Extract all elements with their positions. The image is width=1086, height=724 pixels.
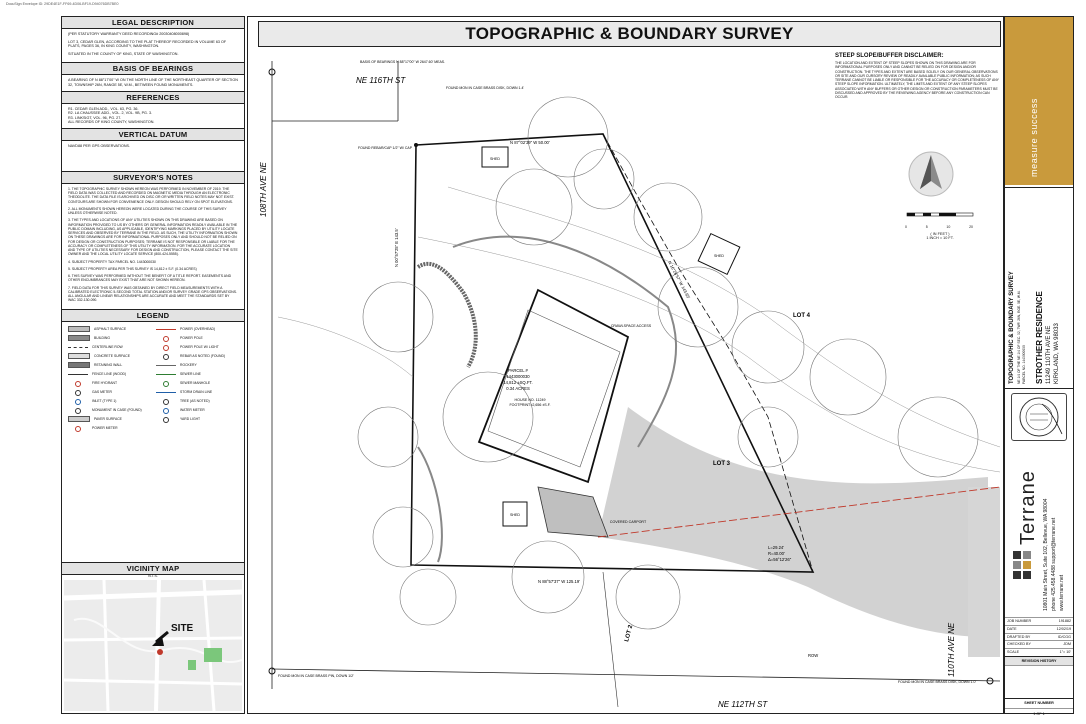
- lot-4-label: LOT 4: [793, 313, 811, 319]
- walk-south: [418, 447, 442, 562]
- site-plan: [248, 17, 1003, 713]
- lot-2-label: LOT 2: [624, 624, 635, 643]
- found-monument-se: FOUND MON IN CASE BRASS DISK, DOWN 1.0': [898, 680, 977, 684]
- checked-by-value: JDM: [1063, 642, 1071, 647]
- rebar-icon: [414, 143, 418, 147]
- company-block: [1005, 441, 1073, 617]
- legend-swatch-icon: [156, 329, 176, 330]
- street-north: NE 116TH ST: [356, 76, 406, 85]
- address-line-2: KIRKLAND, WA 98033: [1054, 323, 1060, 384]
- disclaimer-title: STEEP SLOPE/BUFFER DISCLAIMER:: [835, 53, 944, 59]
- curve-delta: Δ=56°12'26": [768, 557, 792, 562]
- legend-item: [156, 344, 238, 351]
- legend-label: FENCE LINE (WOOD): [92, 372, 127, 377]
- tree: [738, 407, 798, 467]
- curve-radius: R=40.00': [768, 551, 785, 556]
- contour: [278, 317, 413, 377]
- company-name: Terrane: [1017, 470, 1039, 545]
- envelope-id: DocuSign Envelope ID: 29DE4E1F-FF69-4D06-BF19-D94076DB7BE0: [6, 2, 119, 6]
- tree: [634, 183, 702, 251]
- parcel-area: 14,812 ±SQ.FT.: [503, 380, 533, 385]
- legend-title: LEGEND: [62, 309, 244, 322]
- lot-line-south: [603, 572, 618, 707]
- parcel-number: 1443000030: [506, 374, 530, 379]
- east-bearing: N 16°26'57" W 143.65': [667, 260, 692, 300]
- asphalt-road: [968, 487, 1000, 657]
- tree: [810, 339, 886, 415]
- legend-swatch-icon: [68, 326, 90, 332]
- lot-3-label: LOT 3: [713, 461, 731, 467]
- street-west: 108TH AVE NE: [259, 162, 268, 217]
- drafted-by-value: ID/CGG: [1057, 634, 1071, 639]
- scale-tick: 20: [969, 225, 973, 229]
- found-rebar: FOUND REBAR/CAP 1/2" W/ CAP: [358, 146, 413, 150]
- legend-swatch-icon: [68, 347, 88, 348]
- found-monument-sw: FOUND MON IN CASE BRASS PIN, DOWN 1/2': [278, 674, 354, 678]
- legend-label: ASPHALT SURFACE: [94, 327, 127, 332]
- disclaimer-body: THE LOCATION AND EXTENT OF STEEP SLOPES SHOWN ON THIS DRAWING ARE FOR INFORMATIONAL PURPOSES ONLY AND CANNOT BE RELIED ON FOR DESIGN AND/OR CONSTRUCTION. THE TYPES AND EXTENT ARE BASED SOLELY ON OUR GENERAL OBSERVATIONS OR SITE AND OUR CURSORY REVIEW OF READILY AVAILABLE PUBLIC INFORMATION; AS SUCH TERRANE CANNOT BE LIABLE OR RESPONSIBLE FOR THE ACCURACY OR COMPLETENESS OF ANY STEEP SLOPE INFORMATION. ULTIMATELY, THE LIMITS AND EXTENT OF ANY STEEP SLOPES ASSOCIATED WITH ANY BUFFERS OR OTHER DESIGN OR CONSTRUCTION PARAMETERS MUST BE DISCUSSED AND APPROVED BY THE REVIEWING AGENCY BEFORE ANY CONSTRUCTION CAN OCCUR.: [835, 61, 999, 100]
- tree: [512, 541, 584, 613]
- house-footprint-label: FOOTPRINT=2,656 ±S.F.: [509, 403, 551, 407]
- legal-line: LOT 3, CEDAR GLEN, ACCORDING TO THE PLAT THEREOF RECORDED IN VOLUME 63 OF PLATS, PAGES 36, IN KING COUNTY, WASHINGTON.: [68, 39, 227, 49]
- left-panel: [61, 16, 245, 714]
- asphalt-driveway: [598, 407, 988, 637]
- reference-item: ALL RECORDS OF KING COUNTY, WASHINGTON.: [68, 120, 155, 125]
- legend-label: POWER POLE W/ LIGHT: [180, 345, 219, 350]
- note-item: 4. SUBJECT PROPERTY TAX PARCEL NO. 1443000030: [68, 259, 156, 264]
- tree: [358, 407, 418, 467]
- reference-item: R1. CEDAR GLEN ADD., VOL. 63, PG. 36.: [68, 106, 139, 111]
- job-number-value: 191882: [1058, 619, 1071, 623]
- legend-label: POWER METER: [92, 426, 118, 431]
- legend-item: [68, 407, 150, 414]
- house-footprint: [479, 290, 628, 482]
- legal-line: SITUATED IN THE COUNTY OF KING, STATE OF WASHINGTON.: [68, 51, 179, 56]
- vicinity-map: [64, 580, 242, 711]
- legend-label: INLET (TYPE 1): [92, 399, 117, 404]
- sheet-number-title: SHEET NUMBER: [1005, 698, 1073, 708]
- legend-swatch-icon: [68, 408, 88, 412]
- legend-item: [68, 389, 150, 396]
- legal-description: [62, 29, 244, 62]
- legend-label: SEWER LINE: [180, 372, 201, 377]
- shed-label: SHED: [510, 513, 520, 517]
- legend-item: [156, 371, 238, 378]
- legend-swatch-icon: [156, 399, 176, 403]
- project-subtitle-1: NE 1/4 OF THE NE 1/4 OF SEC. 32, TWP. 26N, RGE. 5E, W.M.: [1017, 290, 1021, 384]
- legend-swatch-icon: [68, 353, 90, 359]
- legend-label: FIRE HYDRANT: [92, 381, 118, 386]
- reference-item: R3. LINKSIGT, VOL. 96, PG. 27.: [68, 115, 122, 120]
- company-website: www.terrane.net: [1059, 574, 1065, 611]
- basis-of-bearings: A BEARING OF N 88°17'00" W ON THE NORTH LINE OF THE NORTHEAST QUARTER OF SECTION 32, TOWNSHIP 26N, RANGE 5E, W.M., BETWEEN FOUND MONUMENTS.: [68, 78, 238, 87]
- legend-item: [68, 353, 150, 360]
- legend-item: [156, 335, 238, 342]
- legend-swatch-icon: [156, 336, 176, 340]
- legend-item: [68, 335, 150, 342]
- crawlspace-label: CRAWLSPACE ACCESS: [610, 324, 652, 328]
- legend-item: [68, 425, 150, 432]
- found-monument-north: FOUND MON IN CASE BRASS DISK, DOWN 1.4': [446, 86, 525, 90]
- legend-item: [156, 380, 238, 387]
- scale-tick: 5: [925, 225, 928, 229]
- tagline: measure success: [1029, 97, 1039, 177]
- tree: [373, 507, 433, 567]
- company-phone: phone 425.458.4488 support@terrane.net: [1051, 517, 1057, 611]
- surveyor-stamp-icon: [1011, 393, 1067, 441]
- legend-label: STORM DRAIN LINE: [180, 390, 213, 395]
- note-item: 5. SUBJECT PROPERTY AREA PER THIS SURVEY IS 14,812 ± S.F. (0.34 ACRES): [68, 266, 197, 271]
- note-item: 1. THE TOPOGRAPHIC SURVEY SHOWN HEREON WAS PERFORMED IN NOVEMBER OF 2019. THE FIELD DATA WAS COLLECTED AND RECORDED ON MAGNETIC MEDIA THROUGH AN ELECTRONIC THEODOLITE. THE DATA FILE IS ARCHIVED ON DISC OR OR WRITTEN FIELD NOTES MAY NOT EXIST. CONTOURS ARE SHOWN FOR CONVENIENCE ONLY. DESIGN SHOULD RELY ON SPOT ELEVATIONS.: [68, 186, 235, 204]
- scale-tick: 0: [905, 225, 907, 229]
- covered-carport: [538, 487, 608, 537]
- curve-length: L=29.24': [768, 545, 785, 550]
- street-east: 110TH AVE NE: [947, 622, 956, 677]
- vertical-datum: NAVD88 PER GPS OBSERVATIONS.: [68, 143, 131, 148]
- legend-label: MONUMENT IN CASE (FOUND): [92, 408, 142, 413]
- scale-units: ( IN FEET ): [930, 232, 950, 236]
- shed-label: SHED: [490, 157, 500, 161]
- legend-item: [156, 326, 238, 333]
- legend-swatch-icon: [68, 362, 90, 368]
- west-bearing: N 00°57'25" E 143.5': [394, 228, 399, 267]
- company-address: 10801 Main Street, Suite 102, Bellevue, WA 98004: [1043, 498, 1049, 611]
- street-south: NE 112TH ST: [718, 700, 768, 709]
- drawing-title: TOPOGRAPHIC & BOUNDARY SURVEY: [258, 21, 1001, 47]
- vicinity-map-subtitle: N.T.S.: [148, 574, 158, 578]
- legend-item: [68, 371, 150, 378]
- legend-label: BUILDING: [94, 336, 111, 341]
- tree: [363, 282, 433, 352]
- legend-swatch-icon: [68, 381, 88, 385]
- legend-label: CENTERLINE ROW: [92, 345, 123, 350]
- tree: [898, 397, 978, 477]
- tree: [400, 569, 456, 625]
- job-number-label: JOB NUMBER: [1007, 619, 1032, 623]
- legend-label: REBAR AS NOTED (FOUND): [180, 354, 226, 359]
- legend-item: [156, 407, 238, 414]
- terrane-logo-icon: [1013, 551, 1031, 611]
- project-box: [1005, 187, 1073, 389]
- legend-label: CONCRETE SURFACE: [94, 354, 130, 359]
- tree: [496, 169, 572, 245]
- parcel-acres: 0.34 ACRES: [506, 386, 530, 391]
- vicinity-map-title: VICINITY MAP: [62, 562, 244, 575]
- scale-label: SCALE: [1007, 650, 1020, 655]
- house-number: HOUSE NO. 11249: [514, 398, 546, 402]
- legal-description-title: LEGAL DESCRIPTION: [62, 17, 244, 29]
- note-item: 2. ALL MONUMENTS SHOWN HEREON WERE LOCATED DURING THE COURSE OF THIS SURVEY UNLESS OTHERWISE NOTED.: [68, 206, 227, 216]
- vicinity-site-label: SITE: [171, 623, 194, 634]
- legend-swatch-icon: [156, 417, 176, 421]
- legend-item: [68, 362, 150, 369]
- legend-item: [68, 416, 150, 423]
- date-label: DATE: [1007, 626, 1017, 631]
- legend-item: [156, 389, 238, 396]
- note-item: 7. FIELD DATA FOR THIS SURVEY WAS OBTAINED BY DIRECT FIELD MEASUREMENTS WITH A CALIBRATED ELECTRONIC 5-SECOND TOTAL STATION AND/OR SURVEY GRADE GPS OBSERVATIONS. ALL ANGULAR AND LINEAR RELATIONSHIPS ARE ACCURATE AND MEET THE STANDARDS SET BY WAC 332-130-090.: [68, 285, 237, 303]
- legend-swatch-icon: [156, 365, 176, 366]
- legend-item: [68, 398, 150, 405]
- legend-swatch-icon: [68, 426, 88, 430]
- legend-swatch-icon: [68, 399, 88, 403]
- project-title: TOPOGRAPHIC & BOUNDARY SURVEY: [1009, 271, 1015, 384]
- legend-label: WATER METER: [180, 408, 205, 413]
- job-info-table: [1005, 617, 1073, 719]
- south-row-line: [272, 669, 1000, 681]
- legend-swatch-icon: [156, 345, 176, 349]
- legend-swatch-icon: [68, 374, 88, 375]
- shed-label: SHED: [714, 254, 724, 258]
- surveyors-notes: [62, 184, 244, 309]
- legend-label: ROCKERY: [180, 363, 197, 368]
- legend-item: [156, 398, 238, 405]
- legend-label: YARD LIGHT: [180, 417, 201, 422]
- drafted-by-label: DRAFTED BY: [1007, 634, 1031, 639]
- legend-label: POWER (OVERHEAD): [180, 327, 216, 332]
- project-subtitle-2: PARCEL NO. 1443000030: [1022, 345, 1026, 384]
- legend-label: POWER POLE: [180, 336, 203, 341]
- surveyors-notes-title: SURVEYOR'S NOTES: [62, 171, 244, 184]
- checked-by-label: CHECKED BY: [1007, 642, 1031, 647]
- sheet-number-value: 1 OF 1: [1005, 708, 1073, 719]
- legend-label: TREE (AS NOTED): [180, 399, 210, 404]
- revision-history: [1005, 665, 1073, 698]
- date-value: 12/02/19: [1056, 626, 1071, 631]
- legend-item: [68, 326, 150, 333]
- legend-swatch-icon: [68, 335, 90, 341]
- north-bearing: N 87°02'39" W 50.00': [510, 140, 550, 145]
- revision-history-title: REVISION HISTORY: [1005, 656, 1073, 665]
- legend-swatch-icon: [156, 392, 176, 393]
- vertical-datum-title: VERTICAL DATUM: [62, 128, 244, 141]
- scale-value: 1"= 10': [1059, 650, 1071, 655]
- carport-label: COVERED CARPORT: [609, 520, 647, 524]
- legend-swatch-icon: [156, 381, 176, 385]
- references: [62, 104, 244, 128]
- references-title: REFERENCES: [62, 91, 244, 104]
- legend-swatch-icon: [68, 390, 88, 394]
- tree: [658, 267, 738, 347]
- tree: [732, 311, 804, 383]
- legend-item: [68, 344, 150, 351]
- tree: [616, 565, 680, 629]
- legend-item: [156, 416, 238, 423]
- legend-item: [156, 362, 238, 369]
- note-item: 6. THIS SURVEY WAS PERFORMED WITHOUT THE BENEFIT OF A TITLE REPORT. EASEMENTS AND OTHER ENCUMBRANCES MAY EXIST THAT ARE NOT SHOWN HEREON.: [68, 274, 232, 283]
- legend-label: GAS METER: [92, 390, 112, 395]
- legend-label: RETAINING WALL: [94, 363, 123, 368]
- legend-swatch-icon: [156, 354, 176, 358]
- note-item: 3. THE TYPES AND LOCATIONS OF ANY UTILITIES SHOWN ON THIS DRAWING ARE BASED ON INFORMATION PROVIDED TO US BY OTHERS OR GENERAL INFORMATION READILY AVAILABLE IN THE PUBLIC DOMAIN INCLUDING, AS APPLICABLE, IDENTIFYING MARKINGS PLACED BY UTILITY LOCATE SERVICES AND OBSERVED BY TERRANE IN THE FIELD. AS SUCH, THE UTILITY INFORMATION SHOWN ON THESE DRAWINGS ARE FOR INFORMATIONAL PURPOSES ONLY AND SHOULD NOT BE RELIED ON FOR DESIGN OR CONSTRUCTION PURPOSES; TERRANE IS NOT RESPONSIBLE OR LIABLE FOR THE ACCURACY OR COMPLETENESS OF THIS UTILITY INFORMATION. FOR THE ACCURATE LOCATION AND TYPE OF UTILITIES NECESSARY FOR DESIGN AND CONSTRUCTION, PLEASE CONTACT THE SITE OWNER AND THE LOCAL UTILITY LOCATE SERVICE (800-424-5555).: [68, 218, 238, 257]
- legend-label: SEWER MANHOLE: [180, 381, 211, 386]
- parcel-number-label: PARCEL #: [508, 368, 528, 373]
- legend-swatch-icon: [156, 374, 176, 375]
- legend-swatch-icon: [68, 416, 90, 422]
- south-bearing: N 88°57'37" W 125.19': [538, 579, 581, 584]
- title-block: [1004, 16, 1074, 714]
- row-label: ROW: [808, 653, 819, 658]
- scale-tick: 10: [946, 225, 951, 229]
- drawing-area: [247, 16, 1004, 714]
- address-line-1: 11249 110TH AVE NE: [1046, 325, 1052, 384]
- legend-item: [68, 380, 150, 387]
- legend-item: [156, 353, 238, 360]
- legend: [62, 322, 244, 436]
- scale-ratio: 1 INCH = 10 FT.: [926, 236, 954, 240]
- block-wall: [418, 264, 476, 367]
- legend-label: PAVER SURFACE: [94, 417, 122, 422]
- brand-band: [1005, 17, 1073, 185]
- basis-of-bearings-title: BASIS OF BEARINGS: [62, 62, 244, 75]
- basis-of-bearings-label: BASIS OF BEARINGS N 88°17'00" W 2647.60' MEAS.: [360, 60, 446, 64]
- legal-line: (PER STATUTORY WARRANTY DEED RECORDING# 20030408000898): [68, 32, 190, 36]
- legend-swatch-icon: [156, 408, 176, 412]
- owner-name: STROTHER RESIDENCE: [1035, 291, 1044, 384]
- reference-item: R2. LA CHAUSSEE ADD., VOL. 2, VOL. 9B, PG. 3.: [68, 111, 153, 116]
- vicinity-map-drawing: [64, 580, 242, 711]
